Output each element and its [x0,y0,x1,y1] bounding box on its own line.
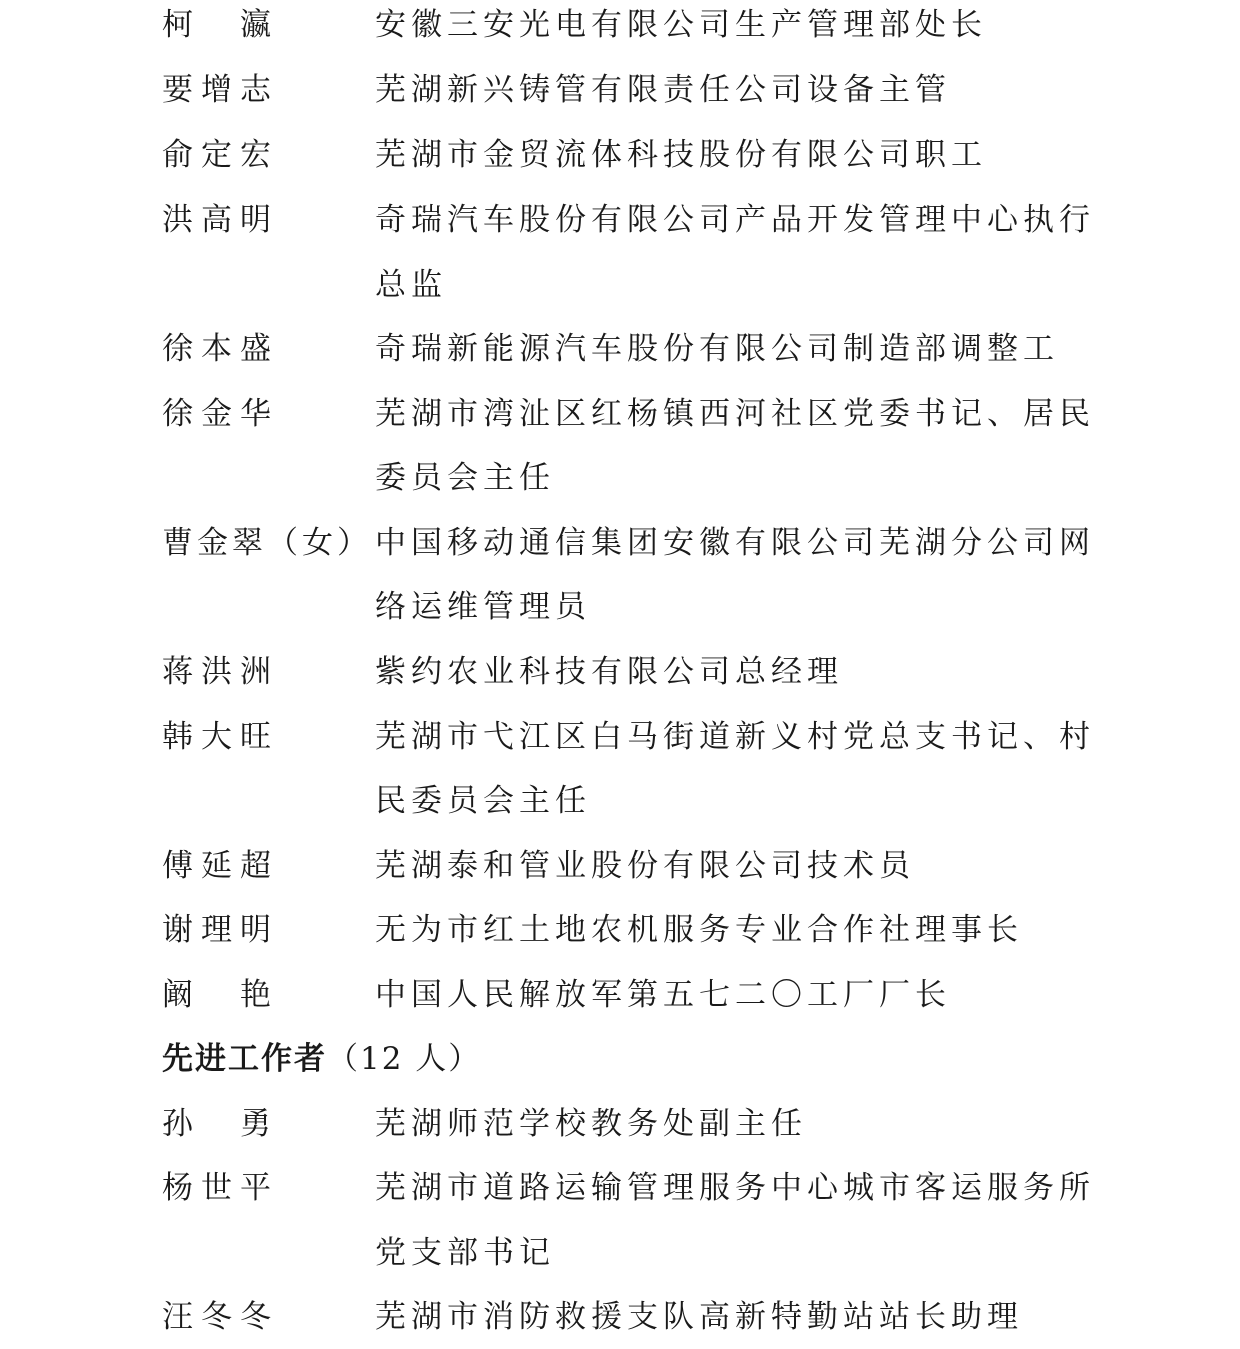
list-item [0,0,1240,57]
person-name: 曹金翠（女） [162,525,372,561]
person-title: 芜湖市道路运输管理服务中心城市客运服务所 [375,1170,1095,1206]
person-name: 阚 艳 [162,977,279,1013]
person-title-continued: 总监 [375,267,447,303]
person-name: 汪冬冬 [162,1299,279,1335]
person-name: 谢理明 [162,912,279,948]
person-name: 孙 勇 [162,1106,279,1142]
person-title: 中国移动通信集团安徽有限公司芜湖分公司网 [375,525,1095,561]
list-item [0,1156,1240,1220]
person-name: 傅延超 [162,848,279,884]
person-title: 芜湖市湾沚区红杨镇西河社区党委书记、居民 [375,396,1095,432]
person-name: 蒋洪洲 [162,654,279,690]
list-item [0,1285,1240,1349]
list-item [0,58,1240,122]
person-title: 芜湖泰和管业股份有限公司技术员 [375,848,915,884]
section-count: （12 人） [327,1041,482,1077]
person-title: 奇瑞新能源汽车股份有限公司制造部调整工 [375,331,1059,367]
person-name: 徐本盛 [162,331,279,367]
section-heading [0,1027,1240,1091]
list-item [0,188,1240,252]
list-item [0,511,1240,575]
person-title: 芜湖市金贸流体科技股份有限公司职工 [375,137,987,173]
list-item-continuation [0,253,1240,317]
person-title: 安徽三安光电有限公司生产管理部处长 [375,7,987,43]
list-item [0,1092,1240,1156]
person-title-continued: 党支部书记 [375,1235,555,1271]
person-title-continued: 民委员会主任 [375,783,591,819]
list-item-continuation [0,575,1240,639]
person-name: 杨世平 [162,1170,279,1206]
list-item [0,640,1240,704]
person-title: 紫约农业科技有限公司总经理 [375,654,843,690]
person-title: 芜湖市消防救援支队高新特勤站站长助理 [375,1299,1023,1335]
section-heading-text [162,1027,481,1091]
person-name: 俞定宏 [162,137,279,173]
person-title: 芜湖新兴铸管有限责任公司设备主管 [375,72,951,108]
person-name: 韩大旺 [162,719,279,755]
list-item-continuation [0,446,1240,510]
person-title-continued: 络运维管理员 [375,589,591,625]
person-title: 芜湖市弋江区白马街道新义村党总支书记、村 [375,719,1095,755]
person-name: 洪高明 [162,202,279,238]
list-item [0,963,1240,1027]
person-name: 要增志 [162,72,279,108]
person-name: 柯 瀛 [162,7,279,43]
person-name: 徐金华 [162,396,279,432]
list-item-continuation [0,1221,1240,1285]
person-title-continued: 委员会主任 [375,460,555,496]
list-item [0,317,1240,381]
person-title: 中国人民解放军第五七二〇工厂厂长 [375,977,951,1013]
person-title: 无为市红土地农机服务专业合作社理事长 [375,912,1023,948]
list-item [0,898,1240,962]
list-item [0,123,1240,187]
list-item [0,382,1240,446]
person-title: 奇瑞汽车股份有限公司产品开发管理中心执行 [375,202,1095,238]
section-title: 先进工作者 [162,1041,327,1077]
list-item [0,834,1240,898]
list-item [0,705,1240,769]
list-item-continuation [0,769,1240,833]
person-title: 芜湖师范学校教务处副主任 [375,1106,807,1142]
